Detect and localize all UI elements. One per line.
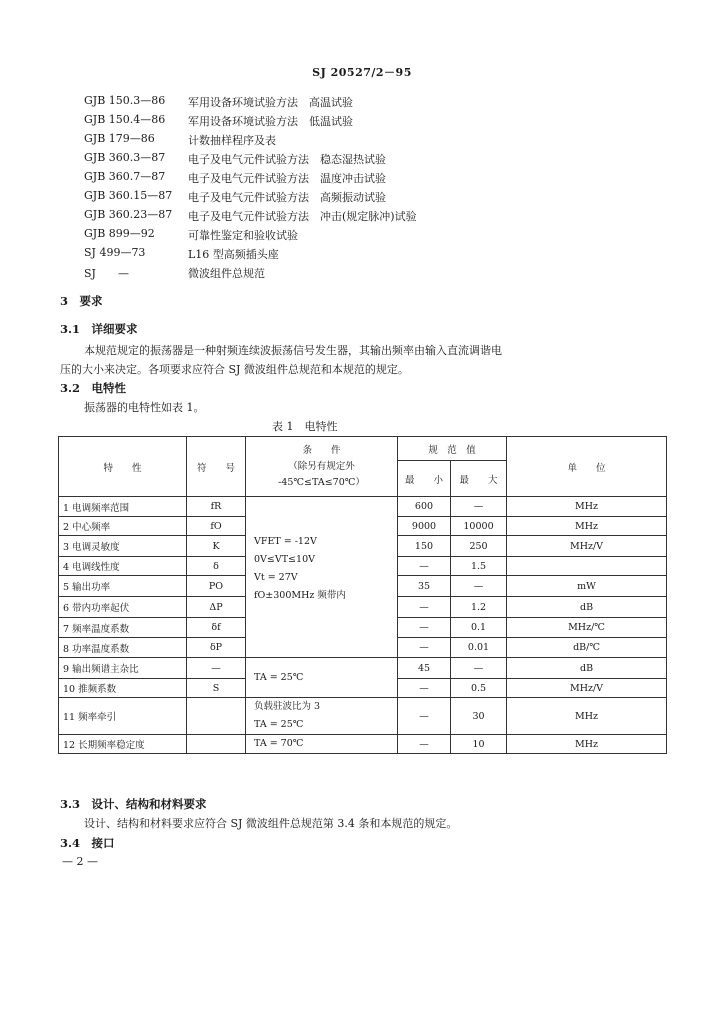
- characteristic-cell: 1 电调频率范围: [59, 497, 187, 517]
- characteristic-cell: 3 电调灵敏度: [59, 536, 187, 557]
- condition-cell: [246, 658, 398, 698]
- reference-code: SJ —: [84, 267, 129, 280]
- header-unit: 单 位: [507, 437, 667, 497]
- reference-title: 电子及电气元件试验方法 温度冲击试验: [188, 172, 386, 185]
- electrical-characteristics-table: [58, 436, 667, 754]
- section-3-3-heading: 3.3 设计、结构和材料要求: [60, 797, 207, 811]
- condition-cell: [246, 497, 398, 658]
- symbol-cell: [187, 698, 246, 735]
- condition-line: 0V≤VT≤10V: [254, 554, 315, 565]
- condition-line: TA = 70℃: [254, 738, 304, 749]
- reference-item: [84, 132, 584, 150]
- header-symbol: 符 号: [187, 437, 246, 497]
- reference-title: 军用设备环境试验方法 高温试验: [188, 96, 353, 109]
- min-cell: —: [398, 638, 451, 658]
- characteristic-cell: 5 输出功率: [59, 576, 187, 597]
- symbol-cell: δf: [187, 618, 246, 638]
- symbol-cell: fR: [187, 497, 246, 517]
- symbol-cell: δ: [187, 557, 246, 576]
- table-caption: 表 1 电特性: [272, 420, 338, 433]
- min-cell: —: [398, 679, 451, 698]
- symbol-cell: fO: [187, 517, 246, 536]
- characteristic-cell: 9 输出频谱主杂比: [59, 658, 187, 679]
- unit-cell: dB: [507, 597, 667, 618]
- page-number: — 2 —: [62, 855, 98, 868]
- reference-code: SJ 499—73: [84, 246, 146, 259]
- min-cell: —: [398, 618, 451, 638]
- condition-line: VFET = -12V: [254, 536, 317, 547]
- condition-line: TA = 25℃: [254, 719, 304, 730]
- header-condition-line2: （除另有规定外: [288, 460, 355, 472]
- symbol-cell: K: [187, 536, 246, 557]
- section-3-1-para-line2: 压的大小来决定。各项要求应符合 SJ 微波组件总规范和本规范的规定。: [60, 363, 409, 376]
- section-3-3-para: 设计、结构和材料要求应符合 SJ 微波组件总规范第 3.4 条和本规范的规定。: [84, 817, 458, 830]
- characteristic-cell: 10 推频系数: [59, 679, 187, 698]
- reference-title: 微波组件总规范: [188, 267, 265, 280]
- min-cell: 35: [398, 576, 451, 597]
- unit-cell: MHz/℃: [507, 618, 667, 638]
- section-3-4-heading: 3.4 接口: [60, 836, 115, 850]
- table-row: [59, 497, 667, 517]
- min-cell: 600: [398, 497, 451, 517]
- reference-title: 电子及电气元件试验方法 稳态湿热试验: [188, 153, 386, 166]
- section-3-1-heading: 3.1 详细要求: [60, 322, 138, 336]
- min-cell: —: [398, 735, 451, 754]
- reference-item: [84, 208, 584, 226]
- characteristic-cell: 8 功率温度系数: [59, 638, 187, 658]
- unit-cell: MHz: [507, 517, 667, 536]
- symbol-cell: δP: [187, 638, 246, 658]
- condition-cell: [246, 698, 398, 735]
- min-cell: —: [398, 597, 451, 618]
- reference-title: 电子及电气元件试验方法 冲击(规定脉冲)试验: [188, 210, 417, 223]
- characteristic-cell: 12 长期频率稳定度: [59, 735, 187, 754]
- max-cell: 0.01: [451, 638, 507, 658]
- unit-cell: [507, 557, 667, 576]
- table-row: [59, 698, 667, 735]
- section-3-1-para-line1: 本规范规定的振荡器是一种射频连续波振荡信号发生器，其输出频率由输入直流调谐电: [84, 344, 502, 357]
- unit-cell: dB: [507, 658, 667, 679]
- min-cell: 150: [398, 536, 451, 557]
- symbol-cell: [187, 735, 246, 754]
- max-cell: 0.1: [451, 618, 507, 638]
- reference-item: [84, 265, 584, 283]
- condition-line: 负载驻波比为 3: [254, 701, 321, 712]
- table-row: [59, 658, 667, 679]
- header-condition-line1: 条 件: [302, 444, 341, 456]
- reference-item: [84, 151, 584, 169]
- header-max: 最 大: [451, 461, 507, 497]
- min-cell: 9000: [398, 517, 451, 536]
- unit-cell: dB/℃: [507, 638, 667, 658]
- max-cell: 1.2: [451, 597, 507, 618]
- characteristic-cell: 11 频率牵引: [59, 698, 187, 735]
- reference-list: [84, 94, 584, 284]
- condition-cell: [246, 735, 398, 754]
- unit-cell: MHz: [507, 698, 667, 735]
- unit-cell: MHz/V: [507, 536, 667, 557]
- reference-item: [84, 227, 584, 245]
- condition-line: Vt = 27V: [254, 572, 298, 583]
- max-cell: 10000: [451, 517, 507, 536]
- max-cell: 0.5: [451, 679, 507, 698]
- reference-code: GJB 179—86: [84, 132, 155, 145]
- reference-title: L16 型高频插头座: [188, 248, 279, 261]
- unit-cell: MHz: [507, 735, 667, 754]
- condition-line: TA = 25℃: [254, 671, 304, 683]
- reference-code: GJB 150.4—86: [84, 113, 166, 126]
- max-cell: 10: [451, 735, 507, 754]
- min-cell: —: [398, 698, 451, 735]
- symbol-cell: ΔP: [187, 597, 246, 618]
- reference-code: GJB 150.3—86: [84, 94, 166, 107]
- reference-item: [84, 170, 584, 188]
- characteristic-cell: 4 电调线性度: [59, 557, 187, 576]
- max-cell: 30: [451, 698, 507, 735]
- reference-title: 计数抽样程序及表: [188, 134, 276, 147]
- reference-code: GJB 360.7—87: [84, 170, 166, 183]
- reference-title: 可靠性鉴定和验收试验: [188, 229, 298, 242]
- reference-title: 军用设备环境试验方法 低温试验: [188, 115, 353, 128]
- max-cell: 1.5: [451, 557, 507, 576]
- reference-code: GJB 360.3—87: [84, 151, 166, 164]
- min-cell: —: [398, 557, 451, 576]
- header-characteristic: 特 性: [59, 437, 187, 497]
- section-3-2-para: 振荡器的电特性如表 1。: [84, 401, 205, 414]
- max-cell: —: [451, 576, 507, 597]
- reference-item: [84, 113, 584, 131]
- header-spec-value: 规 范 值: [398, 437, 507, 461]
- section-3-2-heading: 3.2 电特性: [60, 381, 127, 395]
- max-cell: 250: [451, 536, 507, 557]
- reference-title: 电子及电气元件试验方法 高频振动试验: [188, 191, 386, 204]
- reference-item: [84, 189, 584, 207]
- reference-item: [84, 94, 584, 112]
- header-condition: [246, 437, 398, 497]
- characteristic-cell: 6 带内功率起伏: [59, 597, 187, 618]
- symbol-cell: PO: [187, 576, 246, 597]
- reference-code: GJB 360.23—87: [84, 208, 173, 221]
- max-cell: —: [451, 658, 507, 679]
- document-header: SJ 20527/2－95: [312, 66, 412, 79]
- symbol-cell: —: [187, 658, 246, 679]
- section-3-heading: 3 要求: [60, 294, 103, 308]
- unit-cell: mW: [507, 576, 667, 597]
- header-condition-line3: -45℃≤TA≤70℃）: [278, 476, 365, 488]
- reference-code: GJB 899—92: [84, 227, 155, 240]
- reference-code: GJB 360.15—87: [84, 189, 173, 202]
- unit-cell: MHz: [507, 497, 667, 517]
- characteristic-cell: 7 频率温度系数: [59, 618, 187, 638]
- max-cell: —: [451, 497, 507, 517]
- min-cell: 45: [398, 658, 451, 679]
- condition-line: fO±300MHz 频带内: [254, 590, 346, 601]
- symbol-cell: S: [187, 679, 246, 698]
- unit-cell: MHz/V: [507, 679, 667, 698]
- table-row: [59, 735, 667, 754]
- header-min: 最 小: [398, 461, 451, 497]
- reference-item: [84, 246, 584, 264]
- characteristic-cell: 2 中心频率: [59, 517, 187, 536]
